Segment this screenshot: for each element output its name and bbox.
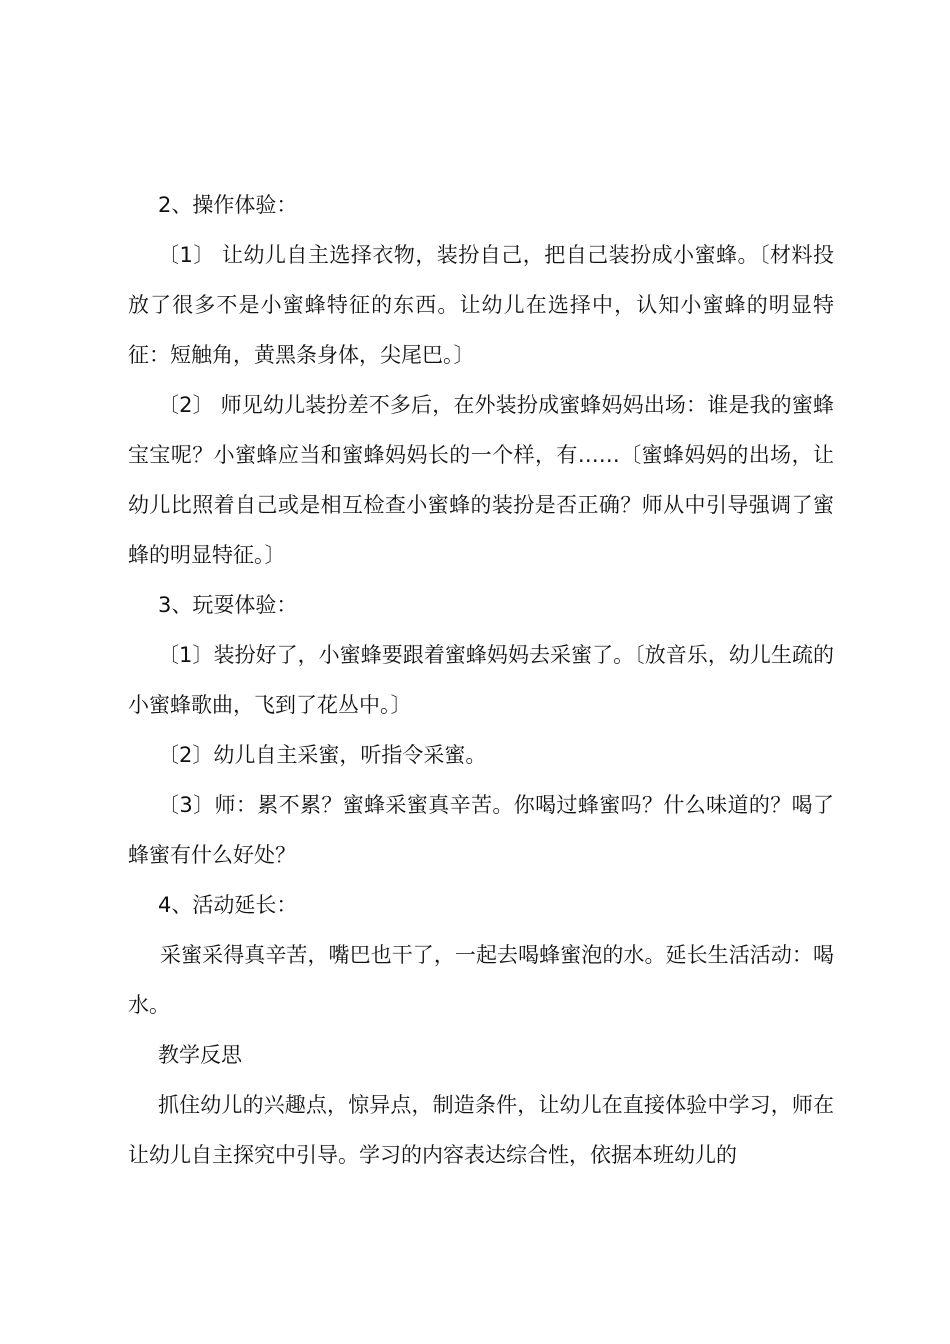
paragraph-operation-step-2: 〔2〕 师见幼儿装扮差不多后，在外装扮成蜜蜂妈妈出场：谁是我的蜜蜂宝宝呢？小蜜蜂应当和蜜蜂妈妈长的一个样，有……〔蜜蜂妈妈的出场，让幼儿比照着自己或是相互检查小蜜蜂的装扮是否正确？师从中引导强调了蜜蜂的明显特征。〕 bbox=[128, 393, 834, 567]
paragraph-play-step-3: 〔3〕师：累不累？蜜蜂采蜜真辛苦。你喝过蜂蜜吗？什么味道的？喝了蜂蜜有什么好处？ bbox=[128, 793, 834, 867]
section-heading-reflection: 教学反思 bbox=[158, 1043, 242, 1067]
document-body bbox=[128, 180, 834, 1180]
paragraph-reflection: 抓住幼儿的兴趣点，惊异点，制造条件，让幼儿在直接体验中学习，师在让幼儿自主探究中引导。学习的内容表达综合性，依据本班幼儿的 bbox=[128, 1093, 834, 1167]
section-heading-operation: 2、操作体验： bbox=[158, 193, 298, 217]
section-heading-play: 3、玩耍体验： bbox=[158, 593, 298, 617]
paragraph-operation-step-1: 〔1〕 让幼儿自主选择衣物，装扮自己，把自己装扮成小蜜蜂。〔材料投放了很多不是小蜜蜂特征的东西。让幼儿在选择中，认知小蜜蜂的明显特征：短触角，黄黑条身体，尖尾巴。〕 bbox=[128, 243, 834, 367]
section-heading-extension: 4、活动延长： bbox=[158, 893, 298, 917]
paragraph-extension: 采蜜采得真辛苦，嘴巴也干了，一起去喝蜂蜜泡的水。延长生活活动：喝水。 bbox=[128, 943, 834, 1017]
paragraph-play-step-1: 〔1〕装扮好了，小蜜蜂要跟着蜜蜂妈妈去采蜜了。〔放音乐，幼儿生疏的小蜜蜂歌曲，飞到了花丛中。〕 bbox=[128, 643, 834, 717]
paragraph-play-step-2: 〔2〕幼儿自主采蜜，听指令采蜜。 bbox=[158, 743, 487, 767]
